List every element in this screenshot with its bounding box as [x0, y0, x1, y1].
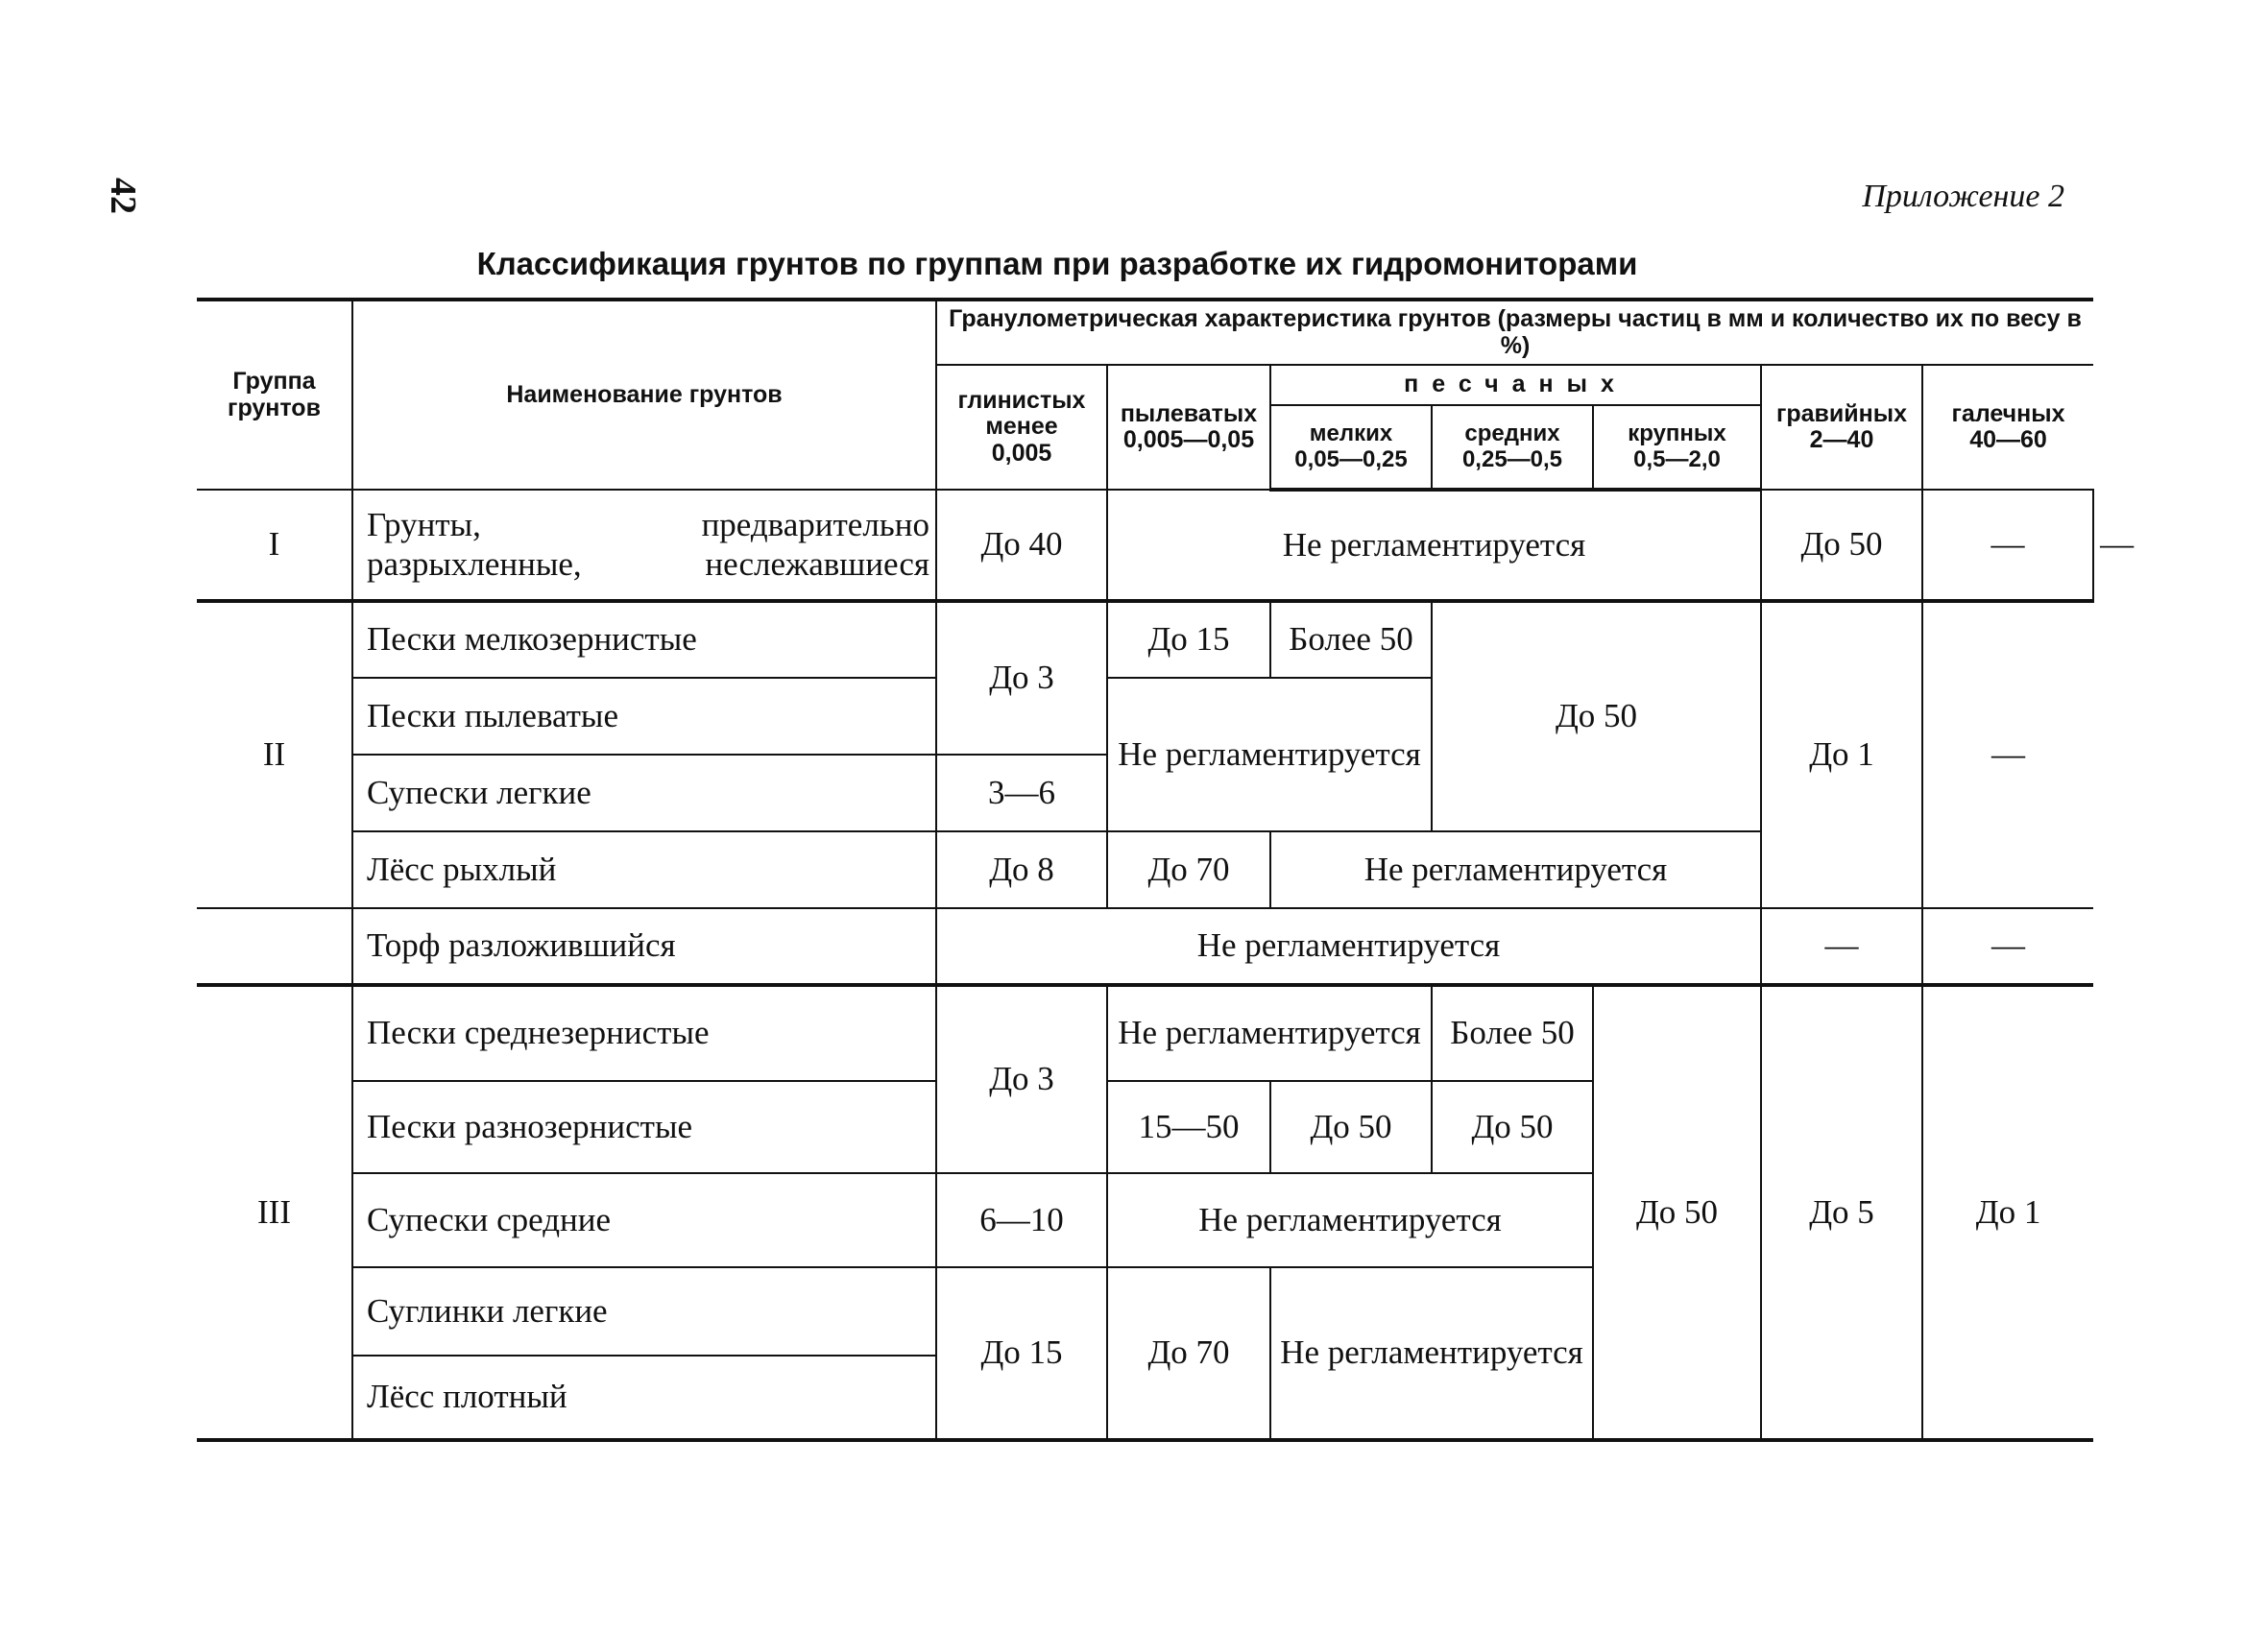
silt-fine-value: Не регламентируется — [1107, 678, 1432, 831]
gravel-value: До 1 — [1761, 601, 1922, 908]
group-label: I — [197, 490, 352, 601]
clay-value: До 8 — [936, 831, 1107, 908]
page-number: 42 — [103, 178, 143, 214]
appendix-label: Приложение 2 — [1862, 179, 2064, 214]
soil-name: Пески мелкозернистые — [352, 601, 936, 678]
coarse-value: До 50 — [1761, 490, 1922, 601]
silt-value: До 70 — [1107, 1267, 1270, 1440]
clay-value: 3—6 — [936, 755, 1107, 831]
header-sand-fine: мелких 0,05—0,25 — [1270, 405, 1432, 490]
soil-name: Супески легкие — [352, 755, 936, 831]
table-title-text: Классификация грунтов по группам при разработке их гидромониторами — [476, 246, 1638, 281]
silt-sand-value: Не регламентируется — [1107, 1173, 1593, 1267]
sand-value: Не регламентируется — [1270, 1267, 1593, 1440]
soil-name: Супески средние — [352, 1173, 936, 1267]
silt-fine-value: Не регламентируется — [1107, 985, 1432, 1081]
pebble-value: До 1 — [1922, 985, 2093, 1440]
gravel-value: — — [1922, 490, 2093, 601]
clay-value: До 3 — [936, 601, 1107, 755]
soil-name: Пески среднезернистые — [352, 985, 936, 1081]
header-sand: песчаных — [1270, 365, 1761, 405]
fine-sand-value: До 50 — [1270, 1081, 1432, 1173]
table-row: I Грунты, предварительно разрыхленные, неслежавшиеся До 40 Не регламентируется До 50 — — — [197, 490, 2093, 601]
medium-coarse-value: До 50 — [1432, 601, 1761, 831]
sand-value: Не регламентируется — [1270, 831, 1761, 908]
group-label: II — [197, 601, 352, 908]
group-label-empty — [197, 908, 352, 985]
clay-value: До 40 — [936, 490, 1107, 601]
pebble-value: — — [1922, 601, 2093, 908]
soil-name: Лёсс плотный — [352, 1356, 936, 1440]
clay-value: 6—10 — [936, 1173, 1107, 1267]
clay-value: До 15 — [936, 1267, 1107, 1440]
gravel-value: До 5 — [1761, 985, 1922, 1440]
pebble-value: — — [1922, 908, 2093, 985]
header-sand-coarse: крупных 0,5—2,0 — [1593, 405, 1761, 490]
header-sand-medium: средних 0,25—0,5 — [1432, 405, 1593, 490]
table-row — [197, 985, 2093, 1081]
soil-name: Пески пылеватые — [352, 678, 936, 755]
medium-sand-value: Более 50 — [1432, 985, 1593, 1081]
silt-value: До 15 — [1107, 601, 1270, 678]
header-gravel: гравийных 2—40 — [1761, 365, 1922, 490]
header-clay: глинистых менее 0,005 — [936, 365, 1107, 490]
coarse-value: До 50 — [1593, 985, 1761, 1440]
soil-name: Торф разложившийся — [352, 908, 936, 985]
clay-value: До 3 — [936, 985, 1107, 1173]
silt-value: До 70 — [1107, 831, 1270, 908]
silt-value: 15—50 — [1107, 1081, 1270, 1173]
header-silt: пылеватых 0,005—0,05 — [1107, 365, 1270, 490]
header-granulometric: Гранулометрическая характеристика грунтов (размеры частиц в мм и количество их по весу в %) — [936, 300, 2093, 365]
medium-sand-value: До 50 — [1432, 1081, 1593, 1173]
soil-classification-table — [197, 298, 2135, 1442]
soil-name: Лёсс рыхлый — [352, 831, 936, 908]
soil-name: Пески разнозернистые — [352, 1081, 936, 1173]
gravel-value: — — [1761, 908, 1922, 985]
table-row — [197, 908, 2093, 985]
group-label: III — [197, 985, 352, 1440]
header-name: Наименование грунтов — [352, 300, 936, 490]
table-title — [0, 246, 2268, 282]
header-group: Группа грунтов — [197, 300, 352, 490]
all-fractions-value: Не регламентируется — [936, 908, 1761, 985]
table-row — [197, 601, 2093, 678]
header-pebble: галечных 40—60 — [1922, 365, 2093, 490]
soil-name: Суглинки легкие — [352, 1267, 936, 1356]
fine-sand-value: Более 50 — [1270, 601, 1432, 678]
silt-sand-value: Не регламентируется — [1107, 490, 1761, 601]
soil-name: Грунты, предварительно разрыхленные, неслежавшиеся — [352, 490, 936, 601]
